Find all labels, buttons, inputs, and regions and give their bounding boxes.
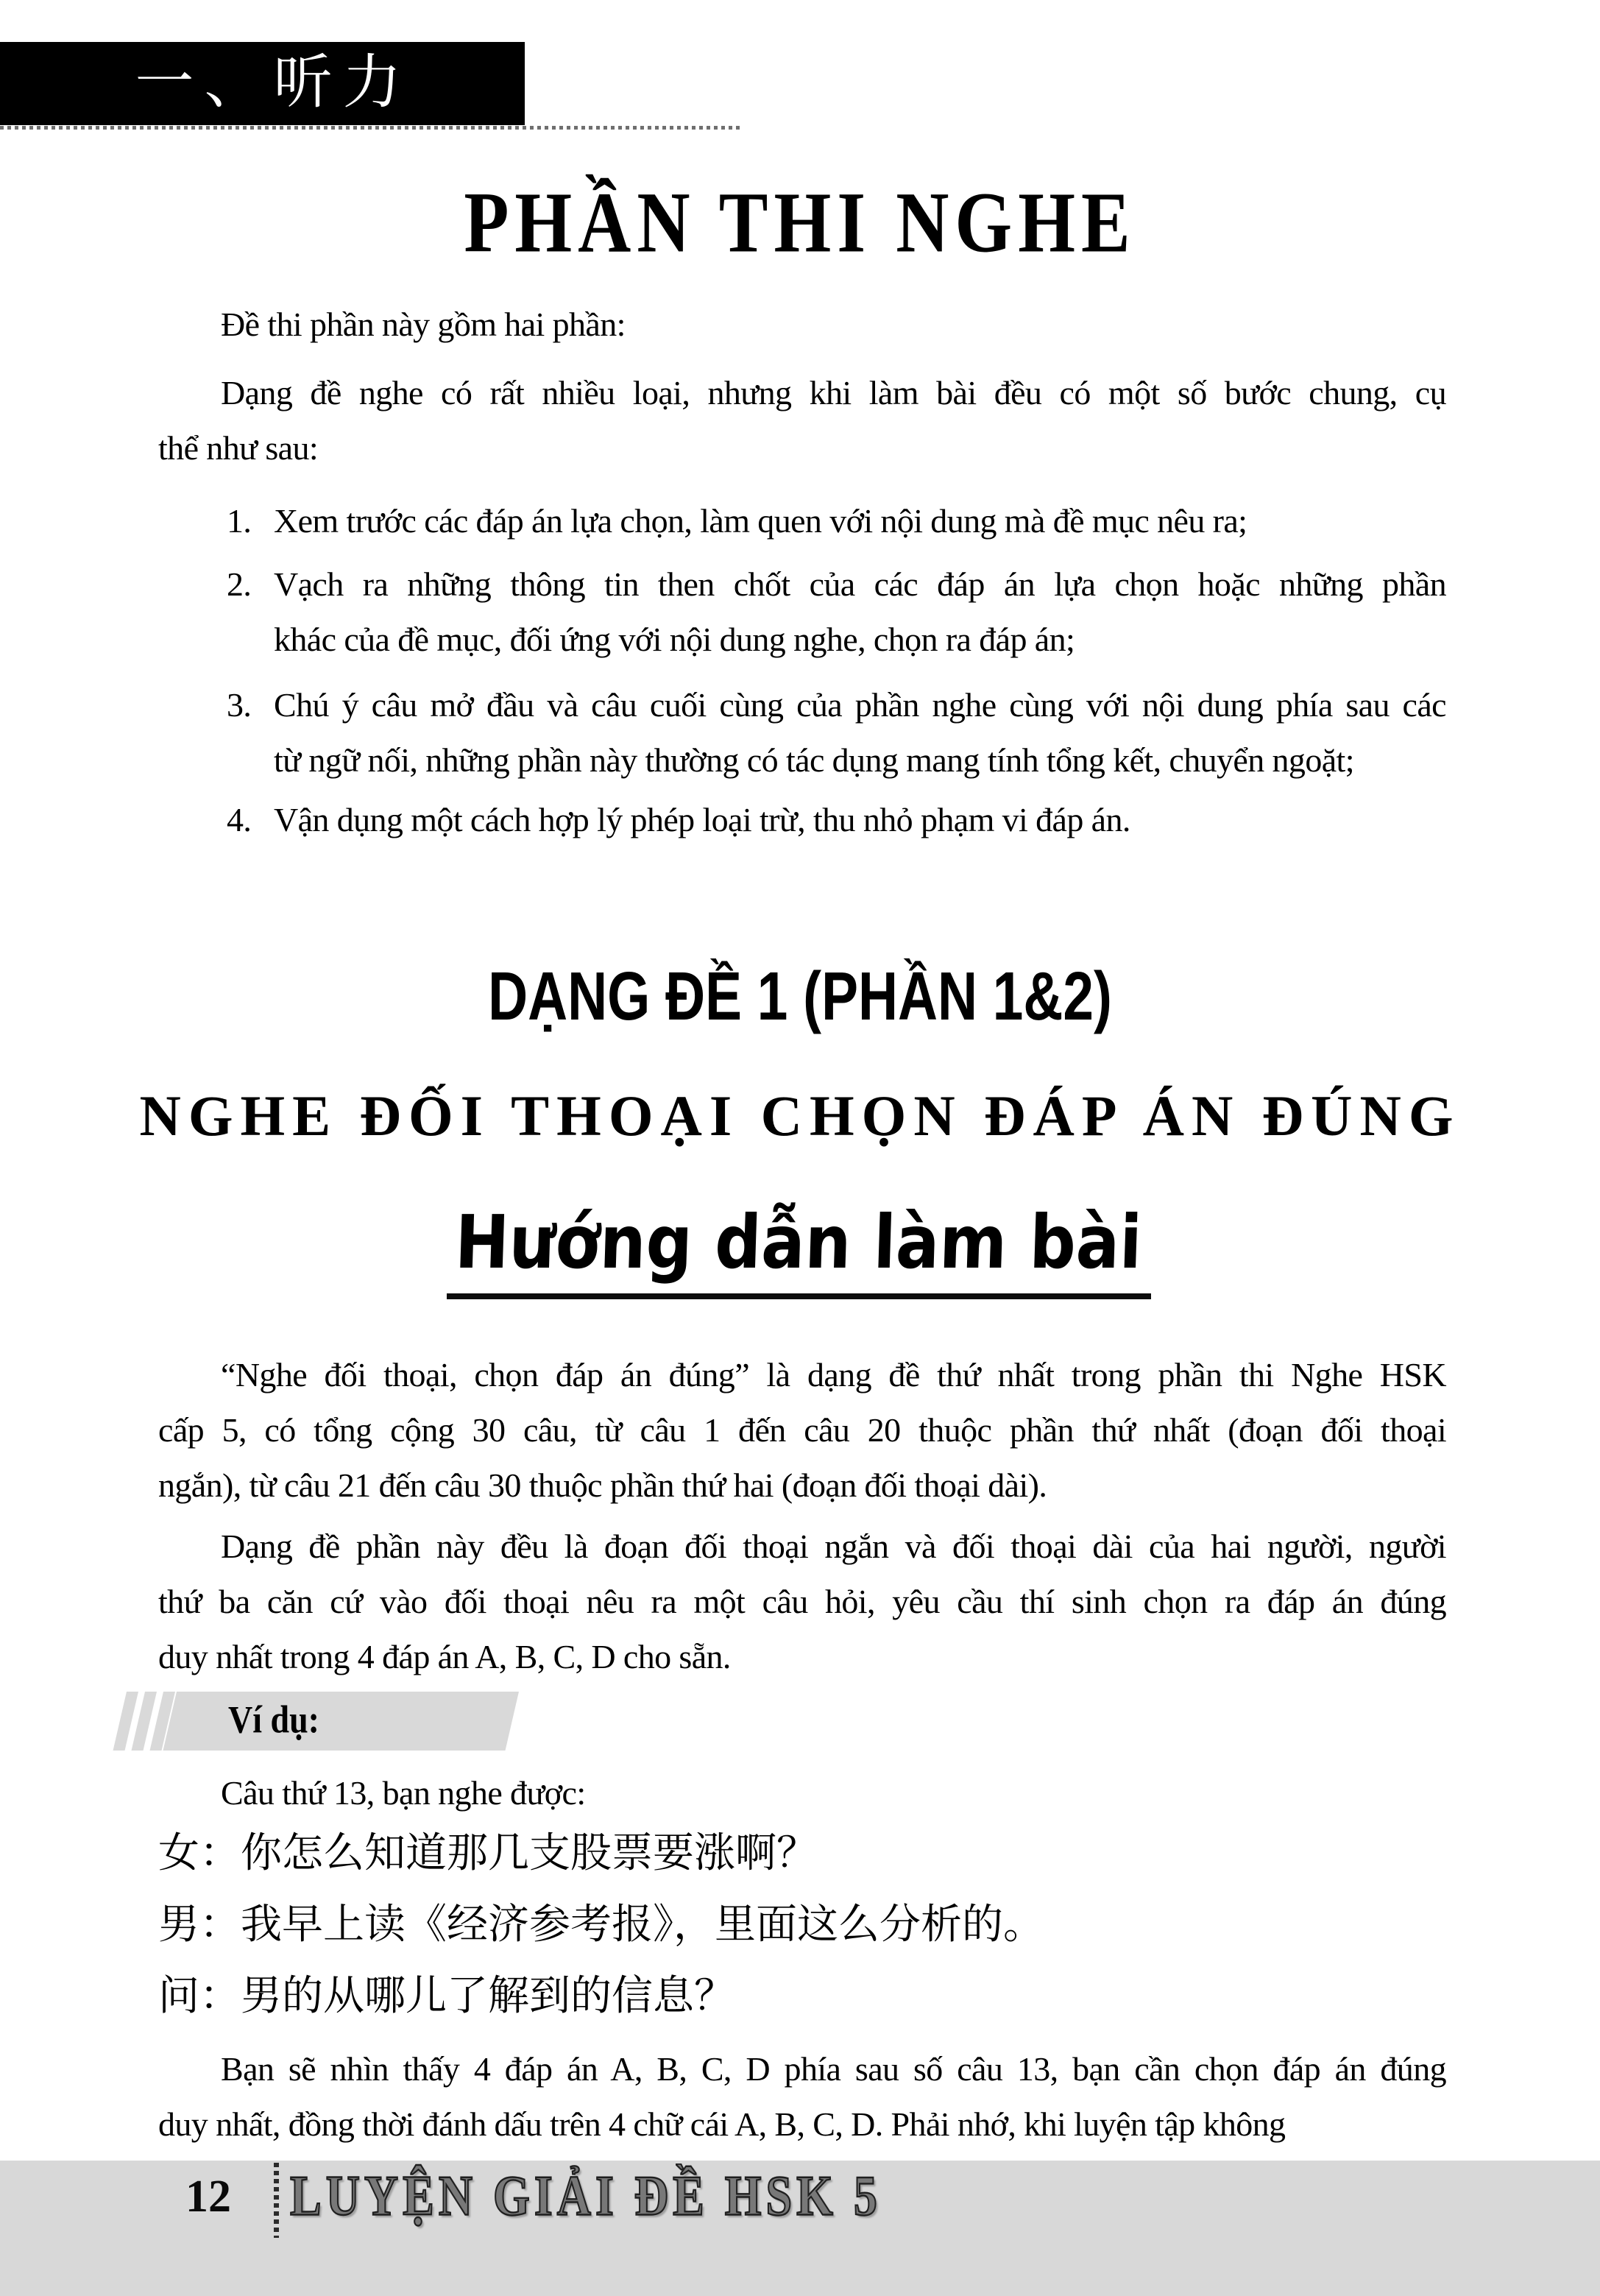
section-paragraph-1 xyxy=(158,1347,1446,1513)
step-item-3 xyxy=(158,677,1446,788)
paragraph-line: duy nhất trong 4 đáp án A, B, C, D cho sẵn. xyxy=(158,1638,731,1675)
step-line: khác của đề mục, đối ứng với nội dung nghe, chọn ra đáp án; xyxy=(274,621,1075,658)
intro-paragraph-1 xyxy=(158,297,1446,352)
step-line: Vạch ra những thông tin then chốt của các đáp án lựa chọn hoặc những phần xyxy=(274,565,1446,603)
paragraph-line: cấp 5, có tổng cộng 30 câu, từ câu 1 đến câu 20 thuộc phần thứ nhất (đoạn đối thoại xyxy=(158,1411,1446,1449)
paragraph-line: “Nghe đối thoại, chọn đáp án đúng” là dạng đề thứ nhất trong phần thi Nghe HSK xyxy=(221,1356,1446,1394)
example-banner-panel xyxy=(163,1692,519,1751)
dialogue-line-woman: 女：你怎么知道那几支股票要涨啊？ xyxy=(158,1831,818,1876)
section-heading-nghe-doi-thoai: NGHE ĐỐI THOẠI CHỌN ĐÁP ÁN ĐÚNG xyxy=(139,1084,1461,1148)
example-banner xyxy=(125,1692,537,1751)
chapter-banner xyxy=(0,42,525,125)
footer-dotted-divider xyxy=(274,2163,279,2238)
banner-dotted-separator xyxy=(0,126,740,130)
dialogue-line-question: 问：男的从哪儿了解到的信息？ xyxy=(158,1974,735,2019)
step-item-4 xyxy=(158,792,1446,847)
paragraph-line: Bạn sẽ nhìn thấy 4 đáp án A, B, C, D phía sau số câu 13, bạn cần chọn đáp án đúng xyxy=(221,2050,1446,2088)
example-dialogue xyxy=(158,1818,1446,2032)
step-number: 3. xyxy=(227,686,252,724)
subheading-huong-dan: Hướng dẫn làm bài xyxy=(453,1199,1144,1285)
intro-paragraph-2 xyxy=(158,365,1446,476)
paragraph-line: ngắn), từ câu 21 đến câu 30 thuộc phần thứ hai (đoạn đối thoại dài). xyxy=(158,1466,1047,1504)
section-heading-dang-de: DẠNG ĐỀ 1 (PHẦN 1&2) xyxy=(488,958,1112,1035)
example-intro xyxy=(158,1765,1446,1820)
step-line: Vận dụng một cách hợp lý phép loại trừ, thu nhỏ phạm vi đáp án. xyxy=(274,801,1130,838)
step-line: Chú ý câu mở đầu và câu cuối cùng của phần nghe cùng với nội dung phía sau các xyxy=(274,686,1446,724)
paragraph-line: duy nhất, đồng thời đánh dấu trên 4 chữ cái A, B, C, D. Phải nhớ, khi luyện tập không xyxy=(158,2105,1286,2143)
step-line: từ ngữ nối, những phần này thường có tác dụng mang tính tổng kết, chuyển ngoặt; xyxy=(274,741,1354,779)
step-number: 1. xyxy=(227,502,252,540)
paragraph-line: Dạng đề phần này đều là đoạn đối thoại ngắn và đối thoại dài của hai người, người xyxy=(221,1527,1446,1565)
paragraph-line: thứ ba căn cứ vào đối thoại nêu ra một câu hỏi, yêu cầu thí sinh chọn ra đáp án đúng xyxy=(158,1583,1446,1620)
paragraph-line: thể như sau: xyxy=(158,429,319,467)
subheading-underline xyxy=(447,1293,1151,1299)
paragraph-line: Đề thi phần này gồm hai phần: xyxy=(221,305,626,343)
step-line: Xem trước các đáp án lựa chọn, làm quen với nội dung mà đề mục nêu ra; xyxy=(274,502,1247,540)
example-label: Ví dụ: xyxy=(228,1698,319,1741)
page-title: PHẦN THI NGHE xyxy=(464,174,1136,271)
step-number: 4. xyxy=(227,801,252,838)
step-item-1 xyxy=(158,493,1446,548)
chapter-banner-label: 一、听力 xyxy=(135,51,412,116)
paragraph-line: Dạng đề nghe có rất nhiều loại, nhưng khi làm bài đều có một số bước chung, cụ xyxy=(221,374,1446,411)
dialogue-line-man: 男：我早上读《经济参考报》，里面这么分析的。 xyxy=(158,1902,1044,1948)
book-title: LUYỆN GIẢI ĐỀ HSK 5 xyxy=(290,2164,882,2228)
paragraph-line: Câu thứ 13, bạn nghe được: xyxy=(221,1774,586,1812)
closing-paragraph xyxy=(158,2041,1446,2152)
page-number: 12 xyxy=(185,2172,231,2222)
step-item-2 xyxy=(158,557,1446,667)
footer xyxy=(0,2161,1600,2296)
section-paragraph-2 xyxy=(158,1519,1446,1684)
step-number: 2. xyxy=(227,565,252,603)
